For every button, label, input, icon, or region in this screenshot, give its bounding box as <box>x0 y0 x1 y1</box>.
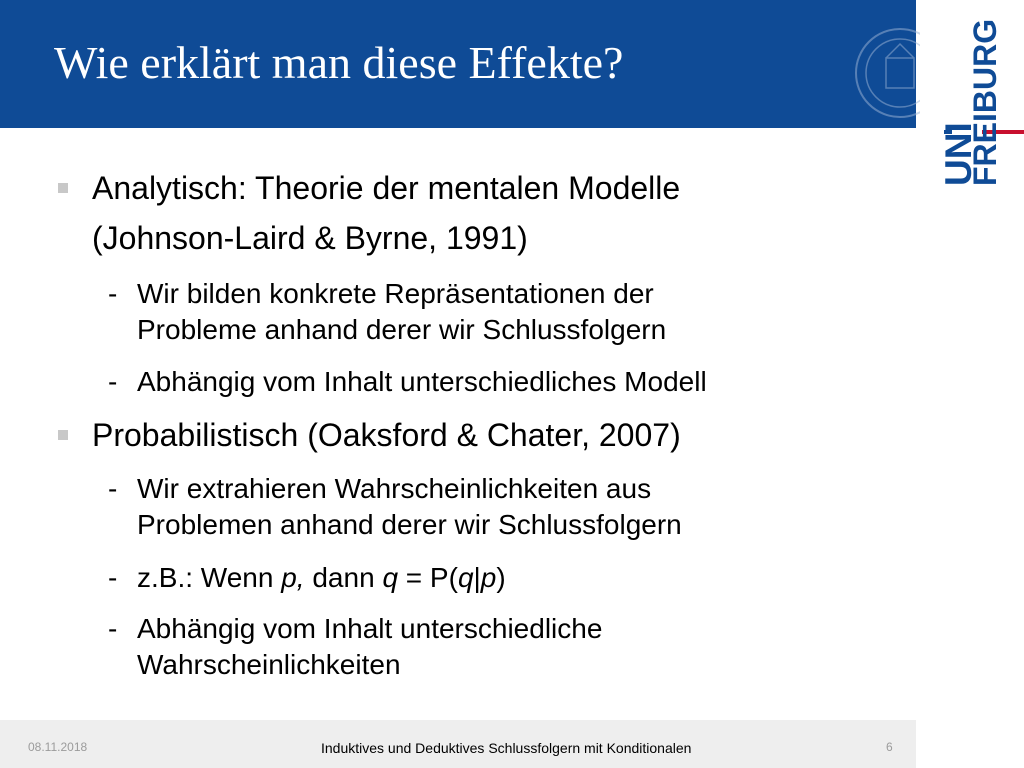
bullet-square-icon <box>58 183 68 193</box>
sub-2-1-line-1: Wir extrahieren Wahrscheinlichkeiten aus <box>137 473 652 504</box>
uni-freiburg-logo <box>916 0 1024 200</box>
dash-marker: - <box>108 473 118 504</box>
sub-2-1-line-2: Problemen anhand derer wir Schlussfolgern <box>137 509 682 540</box>
dash-marker: - <box>108 562 118 593</box>
bullet-square-icon <box>58 430 68 440</box>
dash-marker: - <box>108 278 118 309</box>
dash-marker: - <box>108 613 118 644</box>
university-seal-icon <box>850 18 920 128</box>
slide-title: Wie erklärt man diese Effekte? <box>54 37 624 88</box>
sub-1-1-line-1: Wir bilden konkrete Repräsentationen der <box>137 278 654 309</box>
page-number: 6 <box>886 740 893 754</box>
sub-2-3-line-1: Abhängig vom Inhalt unterschiedliche <box>137 613 603 644</box>
sub-2-3-line-2: Wahrscheinlichkeiten <box>137 649 401 680</box>
point-1-line-2: (Johnson-Laird & Byrne, 1991) <box>92 220 528 256</box>
logo-freiburg-text: FREIBURG <box>967 18 1003 186</box>
dash-marker: - <box>108 366 118 397</box>
sub-2-2-line-1: z.B.: Wenn p, dann q = P(q|p) <box>137 562 506 593</box>
logo-uni-text: UNI <box>938 122 979 186</box>
footer-date: 08.11.2018 <box>28 740 88 754</box>
footer-title: Induktives und Deduktives Schlussfolgern mit Konditionalen <box>321 740 692 756</box>
sub-1-2-line-1: Abhängig vom Inhalt unterschiedliches Modell <box>137 366 707 397</box>
sub-1-1-line-2: Probleme anhand derer wir Schlussfolgern <box>137 314 667 345</box>
point-2-line-1: Probabilistisch (Oaksford & Chater, 2007) <box>92 417 681 453</box>
point-1-line-1: Analytisch: Theorie der mentalen Modelle <box>92 170 681 206</box>
